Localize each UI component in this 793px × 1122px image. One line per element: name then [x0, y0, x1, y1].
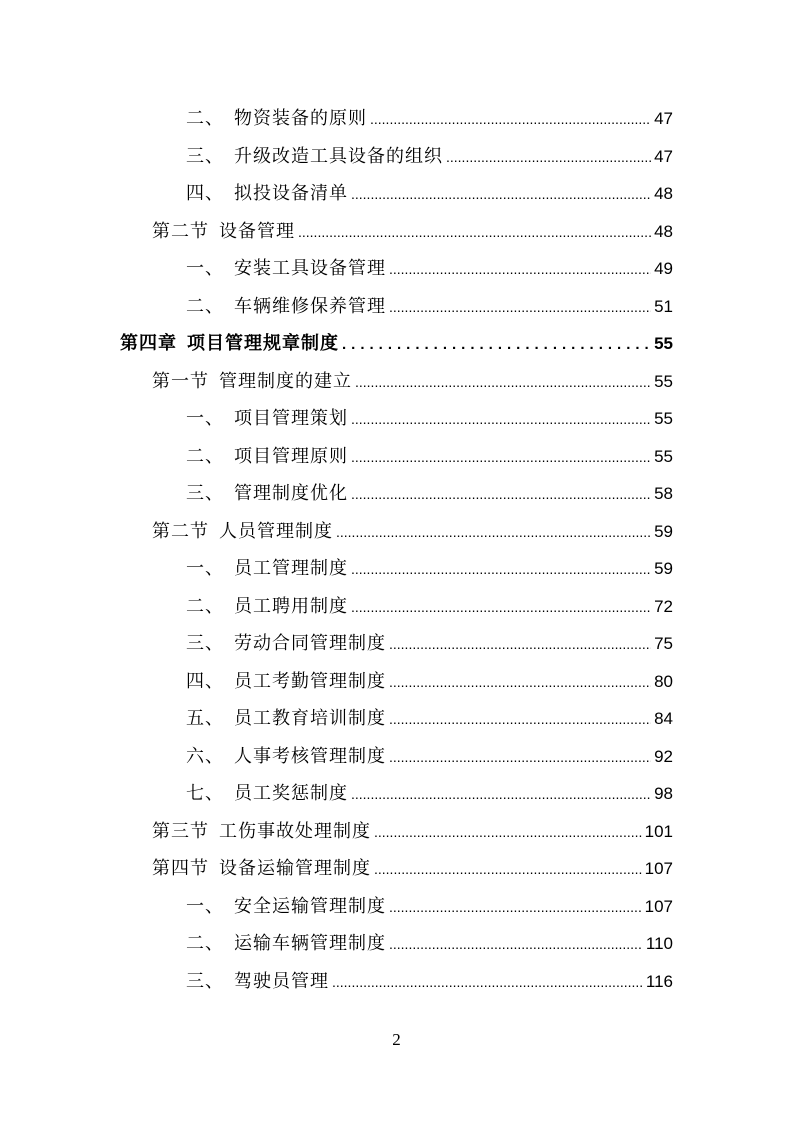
toc-entry-page: 55 — [654, 334, 673, 353]
toc-entry-label — [152, 363, 352, 401]
toc-entry-title: 人员管理制度 — [219, 520, 333, 542]
toc-entry-label — [186, 438, 348, 476]
toc-entry-label — [186, 738, 386, 776]
toc-entry-item[interactable] — [0, 625, 793, 663]
dot-leader — [446, 139, 651, 177]
toc-entry-item[interactable] — [0, 775, 793, 813]
dot-leader — [370, 101, 651, 139]
toc-entry-page: 58 — [654, 484, 673, 503]
toc-entry-section[interactable] — [0, 513, 793, 551]
toc-entry-section[interactable] — [0, 363, 793, 401]
toc-entry-number: 三、 — [186, 633, 224, 654]
toc-entry-number: 二、 — [186, 933, 224, 954]
toc-entry-title: 设备管理 — [219, 220, 295, 242]
toc-entry-label — [152, 813, 371, 851]
toc-entry-page: 98 — [654, 784, 673, 803]
toc-entry-title: 安装工具设备管理 — [234, 258, 386, 279]
dot-leader — [389, 889, 642, 927]
toc-entry-title: 管理制度的建立 — [219, 370, 352, 392]
dot-leader — [389, 701, 651, 739]
toc-entry-label — [186, 663, 386, 701]
toc-entry-title: 员工教育培训制度 — [234, 708, 386, 729]
toc-entry-title: 劳动合同管理制度 — [234, 633, 386, 654]
toc-entry-label — [186, 400, 348, 438]
toc-entry-title: 人事考核管理制度 — [234, 745, 386, 767]
toc-entry-number: 第四节 — [152, 858, 209, 879]
dot-leader — [351, 589, 651, 627]
toc-entry-label — [152, 513, 333, 551]
toc-entry-page: 48 — [654, 221, 673, 241]
toc-entry-page: 84 — [654, 709, 673, 728]
toc-entry-title: 项目管理原则 — [234, 445, 348, 467]
toc-entry-item[interactable] — [0, 400, 793, 438]
toc-entry-item[interactable] — [0, 175, 793, 213]
toc-entry-item[interactable] — [0, 888, 793, 926]
toc-entry-section[interactable] — [0, 213, 793, 251]
dot-leader — [332, 964, 643, 1002]
toc-entry-number: 五、 — [186, 708, 224, 729]
toc-entry-label — [186, 250, 386, 288]
toc-entry-page: 116 — [645, 971, 673, 991]
toc-entry-page: 47 — [654, 109, 673, 128]
toc-entry-number: 一、 — [186, 558, 224, 579]
toc-entry-number: 第二节 — [152, 520, 209, 542]
toc-entry-page: 107 — [644, 896, 673, 916]
dot-leader — [342, 326, 651, 364]
toc-entry-number: 七、 — [186, 783, 224, 804]
toc-entry-section[interactable] — [0, 813, 793, 851]
toc-entry-label — [186, 475, 348, 513]
toc-entry-number: 第一节 — [152, 370, 209, 392]
toc-entry-item[interactable] — [0, 738, 793, 776]
dot-leader — [374, 814, 642, 852]
toc-entry-item[interactable] — [0, 138, 793, 176]
toc-entry-chapter[interactable] — [0, 325, 793, 363]
dot-leader — [351, 176, 651, 214]
page-number: 2 — [392, 1030, 401, 1049]
toc-entry-number: 第二节 — [152, 220, 209, 242]
toc-entry-title: 拟投设备清单 — [234, 183, 348, 204]
toc-entry-page: 59 — [654, 521, 673, 541]
dot-leader — [374, 851, 642, 889]
toc-entry-label — [186, 288, 386, 326]
dot-leader — [389, 926, 643, 964]
toc-entry-page: 59 — [654, 559, 673, 578]
toc-entry-title: 员工管理制度 — [234, 558, 348, 579]
toc-entry-item[interactable] — [0, 550, 793, 588]
dot-leader — [351, 401, 651, 439]
toc-entry-number: 一、 — [186, 895, 224, 917]
toc-entry-item[interactable] — [0, 588, 793, 626]
toc-entry-title: 驾驶员管理 — [234, 970, 329, 992]
dot-leader — [389, 251, 651, 289]
toc-entry-item[interactable] — [0, 250, 793, 288]
toc-entry-page: 75 — [654, 634, 673, 653]
toc-entry-page: 110 — [645, 934, 673, 953]
toc-entry-page: 47 — [654, 146, 673, 166]
table-of-contents — [0, 100, 793, 1000]
toc-entry-page: 101 — [644, 821, 673, 841]
dot-leader — [298, 214, 651, 252]
toc-entry-number: 二、 — [186, 595, 224, 617]
toc-entry-title: 设备运输管理制度 — [219, 858, 371, 879]
toc-entry-label — [186, 588, 348, 626]
toc-entry-number: 第四章 — [120, 333, 177, 354]
toc-entry-page: 48 — [654, 184, 673, 203]
dot-leader — [355, 364, 651, 402]
toc-entry-label — [186, 775, 348, 813]
toc-entry-title: 车辆维修保养管理 — [234, 295, 386, 317]
toc-entry-number: 三、 — [186, 483, 224, 504]
toc-entry-item[interactable] — [0, 288, 793, 326]
toc-entry-title: 物资装备的原则 — [234, 108, 367, 129]
toc-entry-title: 员工考勤管理制度 — [234, 670, 386, 692]
toc-entry-section[interactable] — [0, 850, 793, 888]
toc-entry-page: 55 — [654, 446, 673, 466]
toc-entry-label — [186, 700, 386, 738]
toc-entry-page: 80 — [654, 671, 673, 691]
toc-entry-number: 四、 — [186, 183, 224, 204]
toc-entry-title: 运输车辆管理制度 — [234, 933, 386, 954]
toc-entry-number: 三、 — [186, 970, 224, 992]
dot-leader — [389, 664, 651, 702]
toc-entry-label — [186, 138, 443, 176]
dot-leader — [351, 476, 651, 514]
toc-entry-number: 一、 — [186, 408, 224, 429]
dot-leader — [351, 439, 651, 477]
toc-entry-number: 一、 — [186, 258, 224, 279]
toc-entry-title: 员工奖惩制度 — [234, 783, 348, 804]
dot-leader — [336, 514, 651, 552]
toc-entry-item[interactable] — [0, 438, 793, 476]
toc-entry-label — [186, 625, 386, 663]
toc-entry-label — [152, 850, 371, 888]
toc-entry-title: 项目管理规章制度 — [187, 333, 339, 354]
toc-entry-page: 72 — [654, 596, 673, 616]
toc-entry-label — [186, 888, 386, 926]
toc-entry-item[interactable] — [0, 100, 793, 138]
dot-leader — [351, 776, 651, 814]
toc-entry-label — [186, 100, 367, 138]
dot-leader — [351, 551, 651, 589]
toc-entry-page: 107 — [644, 859, 673, 878]
toc-entry-number: 第三节 — [152, 820, 209, 842]
toc-entry-item[interactable] — [0, 663, 793, 701]
toc-entry-label — [186, 175, 348, 213]
toc-entry-number: 四、 — [186, 670, 224, 692]
toc-entry-title: 管理制度优化 — [234, 483, 348, 504]
toc-entry-page: 51 — [654, 296, 673, 316]
toc-entry-page: 55 — [654, 371, 673, 391]
toc-entry-item[interactable] — [0, 700, 793, 738]
dot-leader — [389, 739, 651, 777]
toc-entry-title: 项目管理策划 — [234, 408, 348, 429]
toc-entry-label — [152, 213, 295, 251]
toc-entry-title: 安全运输管理制度 — [234, 895, 386, 917]
dot-leader — [389, 289, 651, 327]
toc-entry-item[interactable] — [0, 963, 793, 1001]
toc-entry-number: 六、 — [186, 745, 224, 767]
toc-entry-label — [186, 925, 386, 963]
toc-entry-number: 二、 — [186, 445, 224, 467]
toc-entry-title: 工伤事故处理制度 — [219, 820, 371, 842]
toc-entry-label — [120, 325, 339, 363]
toc-entry-page: 49 — [654, 259, 673, 278]
toc-entry-item[interactable] — [0, 925, 793, 963]
toc-entry-label — [186, 963, 329, 1001]
toc-entry-number: 三、 — [186, 145, 224, 167]
toc-entry-number: 二、 — [186, 108, 224, 129]
dot-leader — [389, 626, 651, 664]
toc-entry-title: 员工聘用制度 — [234, 595, 348, 617]
toc-entry-item[interactable] — [0, 475, 793, 513]
toc-entry-title: 升级改造工具设备的组织 — [234, 145, 443, 167]
toc-entry-page: 55 — [654, 409, 673, 428]
toc-entry-page: 92 — [654, 746, 673, 766]
toc-entry-number: 二、 — [186, 295, 224, 317]
toc-entry-label — [186, 550, 348, 588]
